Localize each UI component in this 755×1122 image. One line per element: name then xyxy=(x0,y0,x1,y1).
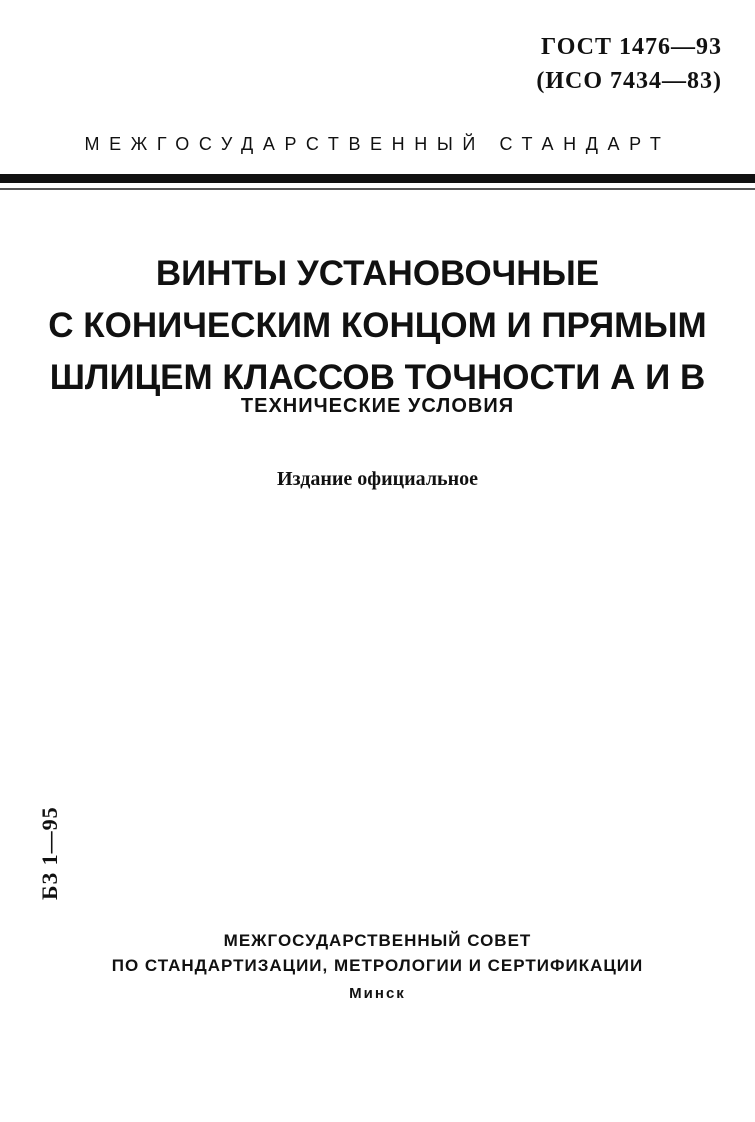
publisher-block xyxy=(0,928,755,1008)
publisher-line-2: ПО СТАНДАРТИЗАЦИИ, МЕТРОЛОГИИ И СЕРТИФИКАЦИИ xyxy=(111,956,644,975)
title-line-2: С КОНИЧЕСКИМ КОНЦОМ И ПРЯМЫМ xyxy=(48,306,707,345)
document-title xyxy=(0,248,755,404)
title-line-3: ШЛИЦЕМ КЛАССОВ ТОЧНОСТИ А И В xyxy=(49,358,706,397)
side-code: БЗ 1—95 xyxy=(37,806,62,900)
title-line-1: ВИНТЫ УСТАНОВОЧНЫЕ xyxy=(155,254,600,293)
publisher-line-1: МЕЖГОСУДАРСТВЕННЫЙ СОВЕТ xyxy=(223,931,532,950)
edition-note: Издание официальное xyxy=(276,468,479,490)
standard-code: ГОСТ 1476—93 xyxy=(541,34,722,60)
header-rule-thin xyxy=(0,188,755,190)
standard-code-block xyxy=(536,30,722,98)
publisher-city: Минск xyxy=(349,985,406,1002)
document-subtitle: ТЕХНИЧЕСКИЕ УСЛОВИЯ xyxy=(240,395,515,417)
header-rule-thick xyxy=(0,174,755,183)
iso-code: (ИСО 7434—83) xyxy=(536,68,722,94)
series-label: МЕЖГОСУДАРСТВЕННЫЙ СТАНДАРТ xyxy=(84,134,671,154)
